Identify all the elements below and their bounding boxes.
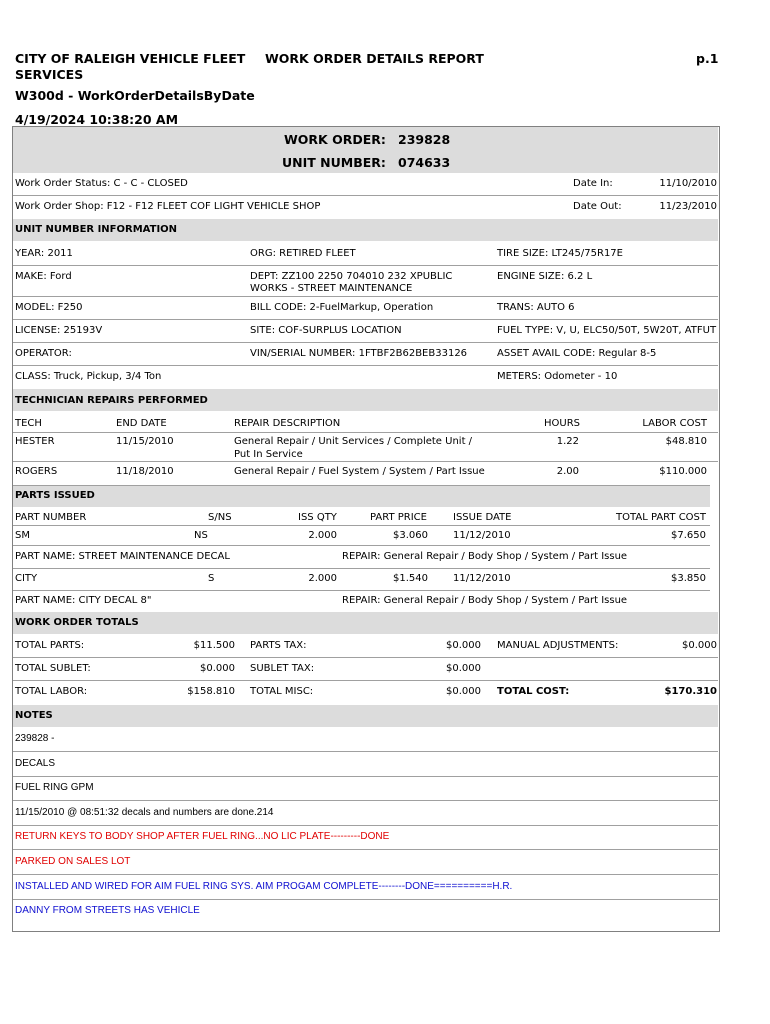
report-title: WORK ORDER DETAILS REPORT [265, 51, 484, 66]
repairs-title: TECHNICIAN REPAIRS PERFORMED [15, 395, 208, 406]
repair-description-cont: Put In Service [234, 449, 303, 460]
part-name: PART NAME: CITY DECAL 8" [15, 595, 152, 606]
unit-tire-size: TIRE SIZE: LT245/75R17E [497, 248, 623, 259]
parts-tax-value: $0.000 [446, 640, 481, 651]
divider [13, 485, 710, 486]
part-price: $1.540 [393, 573, 428, 584]
manual-adjustments-value: $0.000 [682, 640, 717, 651]
note-line: PARKED ON SALES LOT [15, 856, 131, 867]
repair-end-date: 11/15/2010 [116, 436, 174, 447]
total-parts-value: $11.500 [193, 640, 235, 651]
org-name-line2: SERVICES [15, 67, 84, 82]
page-number: p.1 [696, 51, 719, 66]
part-repair: REPAIR: General Repair / Body Shop / System / Part Issue [342, 595, 628, 606]
divider [13, 590, 710, 591]
parts-col-issue-date: ISSUE DATE [453, 512, 512, 523]
repairs-col-hours: HOURS [544, 418, 581, 429]
divider [13, 319, 718, 320]
divider [13, 432, 718, 433]
unit-asset-avail-code: ASSET AVAIL CODE: Regular 8-5 [497, 348, 657, 359]
part-iss-qty: 2.000 [308, 573, 337, 584]
divider [13, 800, 718, 801]
divider [13, 657, 718, 658]
unit-dept-line1: DEPT: ZZ100 2250 704010 232 XPUBLIC [250, 271, 453, 282]
part-sns: S [208, 573, 215, 584]
divider [13, 825, 718, 826]
parts-header [13, 485, 710, 507]
total-labor-label: TOTAL LABOR: [15, 686, 88, 697]
part-issue-date: 11/12/2010 [453, 530, 511, 541]
date-in-label: Date In: [573, 178, 613, 189]
unit-trans: TRANS: AUTO 6 [497, 302, 575, 313]
note-line: 11/15/2010 @ 08:51:32 decals and numbers are done.214 [15, 807, 274, 818]
notes-header [13, 705, 718, 727]
part-total-cost: $3.850 [671, 573, 706, 584]
unit-vin: VIN/SERIAL NUMBER: 1FTBF2B62BEB33126 [250, 348, 468, 359]
repairs-col-tech: TECH [15, 418, 42, 429]
divider [13, 342, 718, 343]
note-line: DECALS [15, 758, 56, 769]
part-total-cost: $7.650 [671, 530, 706, 541]
unit-dept-line2: WORKS - STREET MAINTENANCE [250, 283, 413, 294]
date-out-label: Date Out: [573, 201, 622, 212]
unit-engine-size: ENGINE SIZE: 6.2 L [497, 271, 593, 282]
parts-col-part-price: PART PRICE [370, 512, 427, 523]
divider [13, 751, 718, 752]
repair-description: General Repair / Fuel System / System / Part Issue [234, 466, 485, 477]
part-price: $3.060 [393, 530, 428, 541]
repairs-col-end-date: END DATE [116, 418, 167, 429]
divider [13, 568, 710, 569]
unit-class: CLASS: Truck, Pickup, 3/4 Ton [15, 371, 162, 382]
part-sns: NS [194, 530, 208, 541]
unit-org: ORG: RETIRED FLEET [250, 248, 356, 259]
unit-bill-code: BILL CODE: 2-FuelMarkup, Operation [250, 302, 434, 313]
sublet-tax-label: SUBLET TAX: [250, 663, 315, 674]
repair-hours: 2.00 [556, 466, 579, 477]
divider [13, 874, 718, 875]
repair-tech: HESTER [15, 436, 55, 447]
divider [13, 296, 718, 297]
unit-make: MAKE: Ford [15, 271, 72, 282]
total-misc-value: $0.000 [446, 686, 481, 697]
repair-end-date: 11/18/2010 [116, 466, 174, 477]
note-line: INSTALLED AND WIRED FOR AIM FUEL RING SYS. AIM PROGAM COMPLETE--------DONE==========H.R. [15, 881, 513, 892]
date-out-value: 11/23/2010 [659, 201, 717, 212]
unit-number-value: 074633 [398, 155, 451, 170]
divider [13, 461, 718, 462]
total-misc-label: TOTAL MISC: [250, 686, 314, 697]
unit-info-title: UNIT NUMBER INFORMATION [15, 224, 178, 235]
total-sublet-label: TOTAL SUBLET: [15, 663, 91, 674]
divider [13, 776, 718, 777]
total-sublet-value: $0.000 [200, 663, 235, 674]
divider [13, 195, 718, 196]
repair-labor-cost: $48.810 [665, 436, 707, 447]
unit-operator: OPERATOR: [15, 348, 72, 359]
unit-number-label: UNIT NUMBER: [282, 155, 386, 170]
part-name: PART NAME: STREET MAINTENANCE DECAL [15, 551, 230, 562]
part-iss-qty: 2.000 [308, 530, 337, 541]
divider [13, 265, 718, 266]
divider [13, 525, 710, 526]
report-code: W300d - WorkOrderDetailsByDate [15, 88, 255, 103]
unit-meters: METERS: Odometer - 10 [497, 371, 618, 382]
org-name-line1: CITY OF RALEIGH VEHICLE FLEET [15, 51, 246, 66]
parts-col-iss-qty: ISS QTY [298, 512, 337, 523]
notes-title: NOTES [15, 710, 53, 721]
repair-tech: ROGERS [15, 466, 58, 477]
note-line: 239828 - [15, 733, 55, 744]
work-order-shop: Work Order Shop: F12 - F12 FLEET COF LIGHT VEHICLE SHOP [15, 201, 321, 212]
part-repair: REPAIR: General Repair / Body Shop / System / Part Issue [342, 551, 628, 562]
repairs-col-description: REPAIR DESCRIPTION [234, 418, 341, 429]
date-in-value: 11/10/2010 [659, 178, 717, 189]
total-cost-label: TOTAL COST: [497, 686, 570, 697]
work-order-status: Work Order Status: C - C - CLOSED [15, 178, 188, 189]
run-datetime: 4/19/2024 10:38:20 AM [15, 112, 179, 127]
unit-fuel-type: FUEL TYPE: V, U, ELC50/50T, 5W20T, ATFUT [497, 325, 717, 336]
repair-labor-cost: $110.000 [659, 466, 707, 477]
repair-description: General Repair / Unit Services / Complete Unit / [234, 436, 473, 447]
total-labor-value: $158.810 [187, 686, 235, 697]
unit-site: SITE: COF-SURPLUS LOCATION [250, 325, 402, 336]
totals-title: WORK ORDER TOTALS [15, 617, 139, 628]
divider [13, 899, 718, 900]
work-order-label: WORK ORDER: [284, 132, 386, 147]
unit-model: MODEL: F250 [15, 302, 83, 313]
parts-tax-label: PARTS TAX: [250, 640, 307, 651]
part-issue-date: 11/12/2010 [453, 573, 511, 584]
part-number: SM [15, 530, 30, 541]
work-order-number: 239828 [398, 132, 451, 147]
divider [13, 849, 718, 850]
note-line: DANNY FROM STREETS HAS VEHICLE [15, 905, 200, 916]
parts-col-sns: S/NS [208, 512, 232, 523]
manual-adjustments-label: MANUAL ADJUSTMENTS: [497, 640, 619, 651]
total-cost-value: $170.310 [664, 686, 717, 697]
parts-col-part-number: PART NUMBER [15, 512, 87, 523]
divider [13, 680, 718, 681]
note-line: RETURN KEYS TO BODY SHOP AFTER FUEL RING...NO LIC PLATE---------DONE [15, 831, 390, 842]
divider [13, 545, 710, 546]
note-line: FUEL RING GPM [15, 782, 94, 793]
total-parts-label: TOTAL PARTS: [15, 640, 85, 651]
divider [13, 365, 718, 366]
parts-title: PARTS ISSUED [15, 490, 95, 501]
unit-year: YEAR: 2011 [15, 248, 73, 259]
sublet-tax-value: $0.000 [446, 663, 481, 674]
part-number: CITY [15, 573, 38, 584]
repairs-col-labor-cost: LABOR COST [642, 418, 707, 429]
repair-hours: 1.22 [556, 436, 579, 447]
parts-col-total-cost: TOTAL PART COST [616, 512, 706, 523]
unit-license: LICENSE: 25193V [15, 325, 103, 336]
